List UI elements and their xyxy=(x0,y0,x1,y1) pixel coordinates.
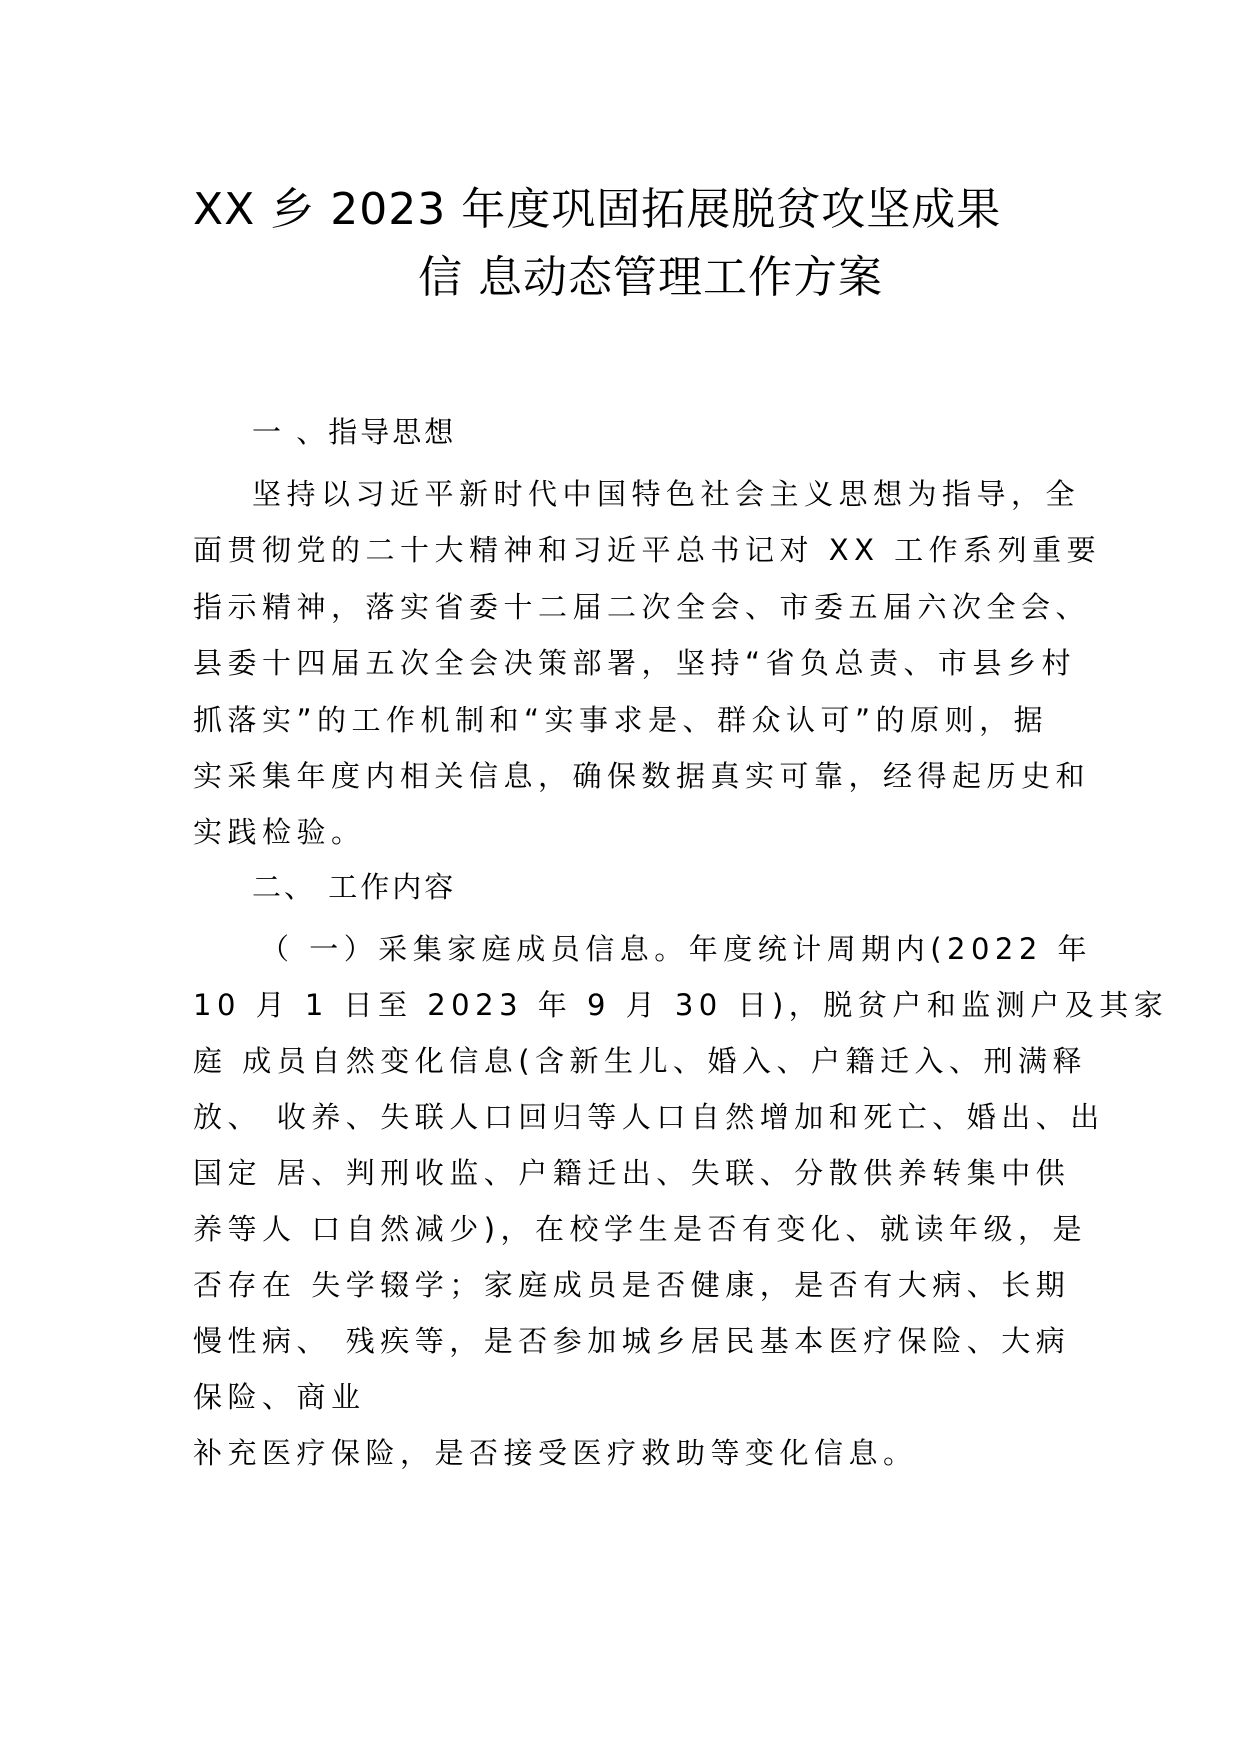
paragraph-line: 坚持以习近平新时代中国特色社会主义思想为指导，全 xyxy=(252,477,1081,511)
paragraph-line: 庭 成员自然变化信息(含新生儿、婚入、户籍迁入、刑满释 xyxy=(193,1044,1088,1078)
paragraph-line: 10 月 1 日至 2023 年 9 月 30 日)，脱贫户和监测户及其家 xyxy=(193,988,1169,1022)
paragraph-line: 实践检验。 xyxy=(193,815,366,849)
paragraph-line: 县委十四届五次全会决策部署，坚持“省负总责、市县乡村 xyxy=(193,646,1077,680)
section-heading-guiding-ideology: 一 、指导思想 xyxy=(252,415,457,449)
paragraph-line: 抓落实”的工作机制和“实事求是、群众认可”的原则，据 xyxy=(193,703,1049,737)
paragraph-line: 养等人 口自然减少)，在校学生是否有变化、就读年级，是 xyxy=(193,1212,1088,1246)
section-heading-work-content: 二、 工作内容 xyxy=(252,870,457,904)
document-title-line-1: XX 乡 2023 年度巩固拓展脱贫攻坚成果 xyxy=(193,184,1002,235)
paragraph-line: 保险、商业 xyxy=(193,1380,366,1414)
paragraph-line: 慢性病、 残疾等，是否参加城乡居民基本医疗保险、大病 xyxy=(193,1324,1071,1358)
paragraph-line: 放、 收养、失联人口回归等人口自然增加和死亡、婚出、出 xyxy=(193,1100,1105,1134)
document-title-line-2: 信 息动态管理工作方案 xyxy=(418,252,883,303)
paragraph-line: 实采集年度内相关信息，确保数据真实可靠，经得起历史和 xyxy=(193,759,1091,793)
paragraph-line: 否存在 失学辍学；家庭成员是否健康，是否有大病、长期 xyxy=(193,1268,1071,1302)
paragraph-line: 面贯彻党的二十大精神和习近平总书记对 XX 工作系列重要 xyxy=(193,533,1102,567)
paragraph-line: 指示精神，落实省委十二届二次全会、市委五届六次全会、 xyxy=(193,590,1091,624)
paragraph-line: （ 一）采集家庭成员信息。年度统计周期内(2022 年 xyxy=(260,932,1093,966)
paragraph-line: 国定 居、判刑收监、户籍迁出、失联、分散供养转集中供 xyxy=(193,1156,1071,1190)
paragraph-line: 补充医疗保险，是否接受医疗救助等变化信息。 xyxy=(193,1436,918,1470)
